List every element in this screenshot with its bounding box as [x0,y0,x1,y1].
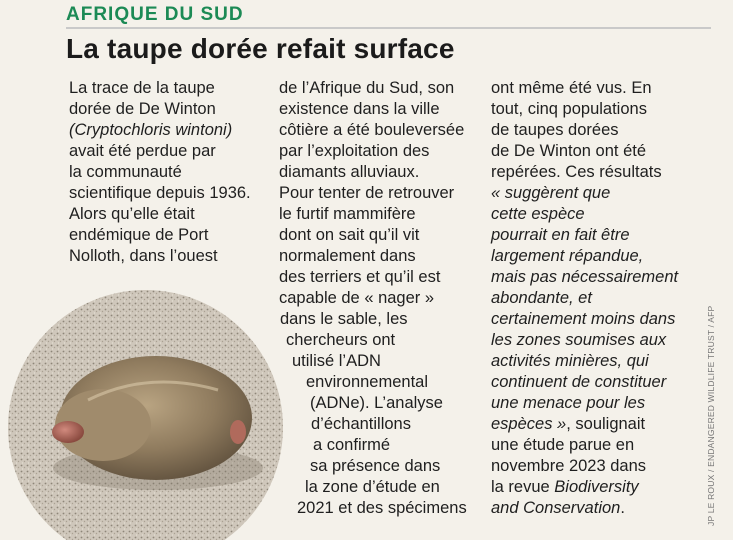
text-line: capable de « nager » [279,289,435,307]
text-line: avait été perdue par [69,142,216,160]
article-headline: La taupe dorée refait surface [66,33,455,64]
text-line: Alors qu’elle était [69,205,195,223]
text-line: de De Winton ont été [491,142,647,160]
article-column-3 [491,78,678,519]
text-line: ont même été vus. En [491,79,652,97]
text-line: dont on sait qu’il vit [279,226,420,244]
text-line: repérées. Ces résultats [491,163,662,181]
text-line: existence dans la ville [279,100,440,118]
text-line: chercheurs ont [286,331,396,349]
text-line: 2021 et des spécimens [297,499,467,517]
text-line: la communauté [69,163,182,181]
text-line: novembre 2023 dans [491,457,647,475]
section-rubric: AFRIQUE DU SUD [66,4,244,25]
text-line: endémique de Port [69,226,209,244]
text-line: la zone d’étude en [305,478,440,496]
text-line: tout, cinq populations [491,100,647,118]
journal-prefix: la revue [491,478,555,496]
text-line: La trace de la taupe [69,79,215,97]
text-line: a confirmé [313,436,391,454]
text-line: Pour tenter de retrouver [279,184,455,202]
quote-attribution: , soulignait [566,415,646,433]
journal-name-cont: and Conservation [491,499,621,517]
quote-line: continuent de constituer [491,373,667,391]
text-line [491,498,678,519]
text-line: diamants alluviaux. [279,163,420,181]
text-line: sa présence dans [310,457,441,475]
text-line [491,477,678,498]
text-line: une étude parue en [491,436,635,454]
text-line: dans le sable, les [280,310,408,328]
quote-line: les zones soumises aux [491,331,667,349]
quote-line: certainement moins dans [491,310,676,328]
quote-line: cette espèce [491,205,585,223]
text-line: de taupes dorées [491,121,619,139]
quote-line: largement répandue, [491,247,644,265]
text-line: (Cryptochloris wintoni) [69,121,233,139]
text-line: d’échantillons [311,415,411,433]
quote-line: activités minières, qui [491,352,649,370]
quote-line: « suggèrent que [491,184,611,202]
article-column-2 [0,78,470,519]
text-line: dorée de De Winton [69,100,216,118]
text-line: Nolloth, dans l’ouest [69,247,218,265]
quote-line: une menace pour les [491,394,646,412]
text-line: utilisé l’ADN [292,352,381,370]
quote-line: abondante, et [491,289,592,307]
quote-line: pourrait en fait être [491,226,630,244]
text-line: (ADNe). L’analyse [310,394,443,412]
text-line [491,414,678,435]
text-line: normalement dans [279,247,416,265]
text-line: des terriers et qu’il est [279,268,441,286]
text-line: côtière a été bouleversée [279,121,465,139]
rubric-divider [66,27,711,29]
text-line: scientifique depuis 1936. [69,184,251,202]
text-line: de l’Afrique du Sud, son [279,79,455,97]
text-line: environnemental [306,373,428,391]
final-period: . [620,499,625,517]
photo-credit [706,305,720,526]
text-line: le furtif mammifère [279,205,416,223]
journal-name: Biodiversity [554,478,639,496]
quote-end: espèces » [491,415,567,433]
quote-line: mais pas nécessairement [491,268,679,286]
photo-credit-text: JP LE ROUX / ENDANGERED WILDLIFE TRUST / AFP [706,305,716,526]
text-line: par l’exploitation des [279,142,430,160]
